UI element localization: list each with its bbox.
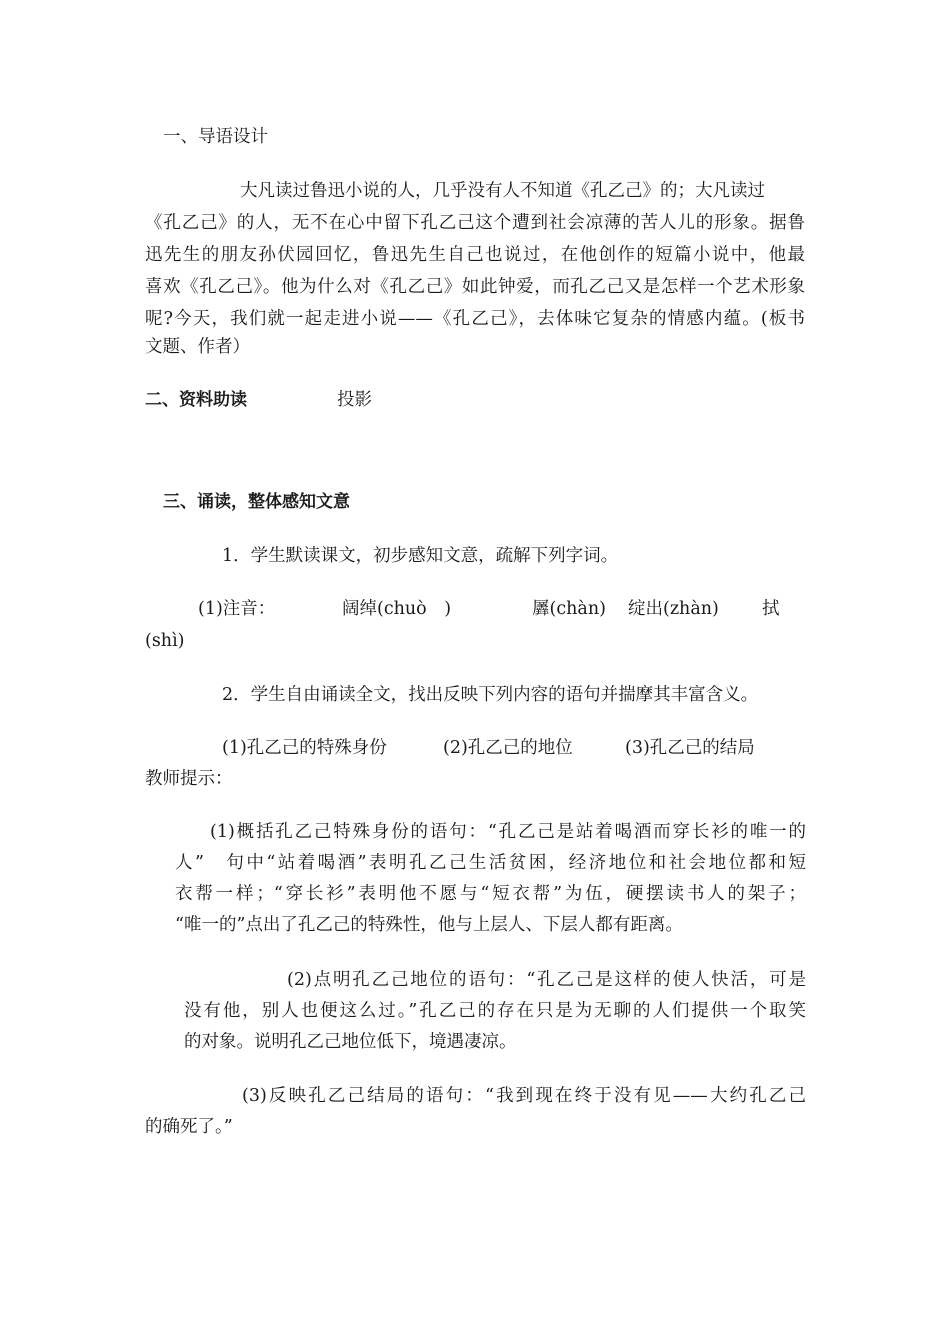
sub-item: (1)孔乙己的特殊身份 <box>222 738 387 758</box>
projection-note: 投影 <box>337 390 372 410</box>
hint-line: (3)反映孔乙己结局的语句：“我到现在终于没有见——大约孔乙己 <box>242 1086 806 1106</box>
hint-line: “唯一的”点出了孔乙己的特殊性，他与上层人、下层人都有距离。 <box>175 915 683 935</box>
hint-line: 衣帮一样；“穿长衫”表明他不愿与“短衣帮”为伍，硬摆读书人的架子； <box>175 884 806 904</box>
phonetic-row <box>0 593 950 625</box>
hint-line: 人” 句中“站着喝酒”表明孔乙己生活贫困，经济地位和社会地位都和短 <box>175 853 806 873</box>
section-heading-reading: 三、诵读，整体感知文意 <box>163 492 350 512</box>
paragraph-line: 呢?今天，我们就一起走进小说——《孔乙己》，去体味它复杂的情感内蕴。(板书 <box>145 309 805 329</box>
phonetic-word: 绽出(zhàn) <box>628 599 719 619</box>
hint-line: 的对象。说明孔乙己地位低下，境遇凄凉。 <box>184 1032 517 1052</box>
task-item-1: 1．学生默读课文，初步感知文意，疏解下列字词。 <box>222 546 619 566</box>
section-heading-intro: 一、导语设计 <box>163 127 268 147</box>
phonetic-word: 阔绰(chuò ) <box>342 599 452 619</box>
phonetic-word-continued: (shì) <box>145 631 185 651</box>
paragraph-line: 迅先生的朋友孙伏园回忆，鲁迅先生自己也说过，在他创作的短篇小说中，他最 <box>145 245 805 265</box>
phonetic-word: 拭 <box>762 599 780 619</box>
phonetic-label: (1)注音： <box>198 599 276 619</box>
paragraph-line: 《孔乙己》的人，无不在心中留下孔乙己这个遭到社会凉薄的苦人儿的形象。据鲁 <box>145 213 805 233</box>
sub-item: (2)孔乙己的地位 <box>443 738 573 758</box>
paragraph-line: 大凡读过鲁迅小说的人，几乎没有人不知道《孔乙己》的；大凡读过 <box>240 181 765 201</box>
hint-line: 的确死了。” <box>145 1117 233 1137</box>
hint-line: (1)概括孔乙己特殊身份的语句：“孔乙己是站着喝酒而穿长衫的唯一的 <box>210 822 806 842</box>
sub-items-row <box>0 732 950 764</box>
paragraph-line: 文题、作者） <box>145 337 250 357</box>
teacher-hint-label: 教师提示： <box>145 769 233 789</box>
task-item-2: 2．学生自由诵读全文，找出反映下列内容的语句并揣摩其丰富含义。 <box>222 685 759 705</box>
hint-line: 没有他，别人也便这么过。”孔乙己的存在只是为无聊的人们提供一个取笑 <box>184 1001 806 1021</box>
sub-item: (3)孔乙己的结局 <box>625 738 755 758</box>
phonetic-word: 羼(chàn) <box>532 599 606 619</box>
paragraph-line: 喜欢《孔乙己》。他为什么对《孔乙己》如此钟爱，而孔乙己又是怎样一个艺术形象 <box>145 277 805 297</box>
hint-line: (2)点明孔乙己地位的语句：“孔乙己是这样的使人快活，可是 <box>287 970 806 990</box>
section-heading-materials: 二、资料助读 <box>145 390 247 410</box>
